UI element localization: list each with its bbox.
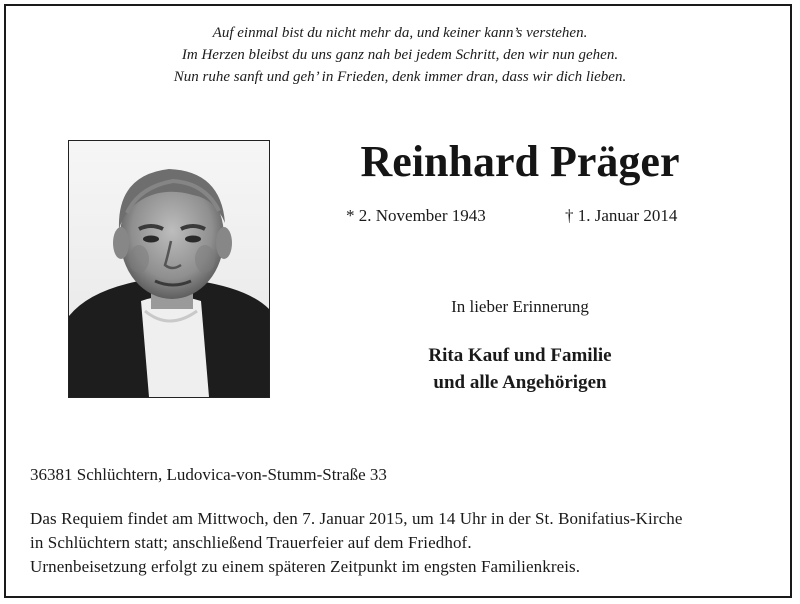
birth-date: * 2. November 1943 (346, 206, 486, 225)
family-line: und alle Angehörigen (433, 372, 607, 393)
service-info-line: in Schlüchtern statt; anschließend Trauerfeier auf dem Friedhof. (30, 533, 472, 552)
poem-line: Nun ruhe sanft und geh’ in Frieden, denk immer dran, dass wir dich lieben. (173, 69, 627, 85)
memorial-phrase: In lieber Erinnerung (451, 297, 589, 316)
family-signature (300, 342, 740, 396)
portrait-photo (68, 140, 270, 398)
family-line: Rita Kauf und Familie (428, 345, 612, 366)
service-info-line: Urnenbeisetzung erfolgt zu einem späteren Zeitpunkt im engsten Familienkreis. (30, 557, 581, 576)
portrait-image (69, 141, 269, 397)
service-info (30, 507, 770, 579)
address: 36381 Schlüchtern, Ludovica-von-Stumm-Straße 33 (30, 465, 387, 484)
poem (0, 22, 800, 88)
deceased-name: Reinhard Präger (360, 137, 680, 186)
death-date: † 1. Januar 2014 (565, 206, 678, 225)
poem-line: Auf einmal bist du nicht mehr da, und keiner kann’s verstehen. (212, 25, 588, 41)
service-info-line: Das Requiem findet am Mittwoch, den 7. Januar 2015, um 14 Uhr in der St. Bonifatius-Kirche (30, 509, 683, 528)
poem-line: Im Herzen bleibst du uns ganz nah bei jedem Schritt, den wir nun gehen. (181, 47, 619, 63)
